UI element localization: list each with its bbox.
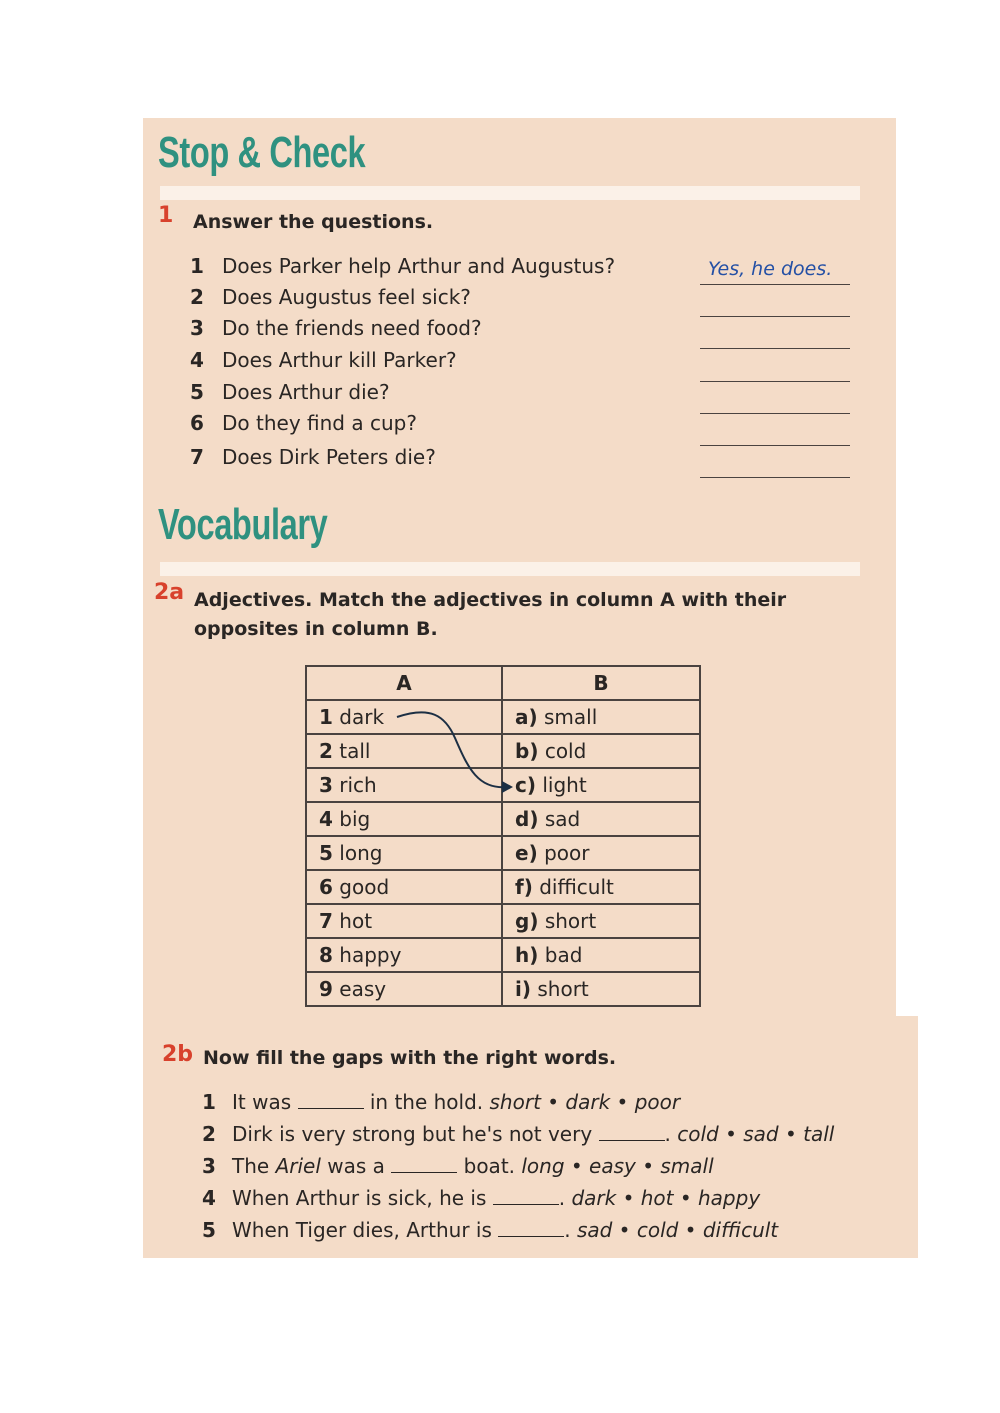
gap-fill-row: [202, 1122, 834, 1152]
sentence-middle: was a: [327, 1154, 385, 1178]
option-letter: d): [515, 807, 539, 831]
item-number: 3: [202, 1154, 216, 1178]
question-text: Does Dirk Peters die?: [222, 445, 436, 469]
sentence-end: boat.: [463, 1154, 516, 1178]
adjective-a: dark: [339, 705, 385, 729]
question-text: Does Arthur kill Parker?: [222, 348, 457, 372]
item-number: 5: [202, 1218, 216, 1242]
word-options: long • easy • small: [521, 1154, 714, 1178]
exercise-2b-instruction: Now fill the gaps with the right words.: [203, 1047, 617, 1069]
adjective-b: bad: [544, 943, 583, 967]
question-number: 4: [190, 348, 204, 372]
gap-fill-row: [202, 1154, 714, 1184]
row-number: 4: [319, 807, 333, 831]
sentence-end: .: [558, 1186, 566, 1210]
question-text: Does Arthur die?: [222, 380, 390, 404]
sentence-end: .: [564, 1218, 571, 1242]
vocabulary-heading: Vocabulary: [158, 500, 328, 549]
adjective-b: short: [537, 977, 589, 1001]
exercise-1-instruction: Answer the questions.: [193, 211, 434, 233]
question-number: 3: [190, 316, 204, 340]
word-options: short • dark • poor: [489, 1090, 681, 1114]
row-number: 8: [319, 943, 333, 967]
adjective-a: good: [339, 875, 390, 899]
option-letter: b): [515, 739, 539, 763]
adjective-a: happy: [339, 943, 402, 967]
row-number: 6: [319, 875, 333, 899]
option-letter: e): [515, 841, 538, 865]
question-number: 7: [190, 445, 204, 469]
column-a-header: A: [306, 666, 502, 700]
question-number: 5: [190, 380, 204, 404]
adjective-a: hot: [339, 909, 373, 933]
exercise-1-number: 1: [158, 203, 174, 228]
item-number: 4: [202, 1186, 216, 1210]
adjective-a: rich: [339, 773, 377, 797]
adjective-a: big: [339, 807, 371, 831]
question-number: 2: [190, 285, 204, 309]
adjective-b: small: [544, 705, 598, 729]
word-options: cold • sad • tall: [677, 1122, 835, 1146]
gap-blank[interactable]: [391, 1154, 457, 1173]
sentence-end: in the hold.: [369, 1090, 484, 1114]
gap-blank[interactable]: [599, 1122, 665, 1141]
exercise-2a-instruction-line1: Adjectives. Match the adjectives in column A with their: [194, 589, 787, 611]
answer-text: Yes, he does.: [708, 258, 833, 280]
option-letter: a): [515, 705, 538, 729]
exercise-2b-number: 2b: [162, 1042, 194, 1067]
row-number: 7: [319, 909, 333, 933]
gap-fill-row: [202, 1186, 760, 1216]
adjective-b: sad: [544, 807, 581, 831]
arrow-curve: [397, 712, 508, 787]
adjective-a: easy: [339, 977, 387, 1001]
gap-fill-row: [202, 1090, 680, 1120]
item-number: 2: [202, 1122, 216, 1146]
row-number: 1: [319, 705, 333, 729]
question-text: Does Augustus feel sick?: [222, 285, 471, 309]
gap-fill-row: [202, 1218, 778, 1248]
sentence-end: .: [664, 1122, 671, 1146]
option-letter: c): [515, 773, 536, 797]
option-letter: f): [515, 875, 533, 899]
adjective-b: poor: [544, 841, 590, 865]
question-text: Does Parker help Arthur and Augustus?: [222, 254, 616, 278]
gap-blank[interactable]: [498, 1218, 564, 1237]
option-letter: g): [515, 909, 539, 933]
sentence-start: When Arthur is sick, he is: [232, 1186, 487, 1210]
sentence-start: The: [232, 1154, 270, 1178]
option-letter: i): [515, 977, 531, 1001]
item-number: 1: [202, 1090, 216, 1114]
question-text: Do the friends need food?: [222, 316, 482, 340]
option-letter: h): [515, 943, 539, 967]
gap-blank[interactable]: [493, 1186, 559, 1205]
row-number: 3: [319, 773, 333, 797]
adjective-b: cold: [544, 739, 587, 763]
column-b-header: B: [502, 666, 700, 700]
adjective-a: tall: [339, 739, 371, 763]
gap-blank[interactable]: [298, 1090, 364, 1109]
sentence-start: It was: [232, 1090, 292, 1114]
question-number: 1: [190, 254, 204, 278]
adjective-a: long: [339, 841, 383, 865]
row-number: 9: [319, 977, 333, 1001]
sentence-start: Dirk is very strong but he's not very: [232, 1122, 593, 1146]
question-text: Do they find a cup?: [222, 411, 417, 435]
word-options: sad • cold • difficult: [576, 1218, 779, 1242]
exercise-2a-instruction-line2: opposites in column B.: [194, 618, 438, 640]
row-number: 2: [319, 739, 333, 763]
exercise-2a-number: 2a: [154, 580, 185, 605]
row-number: 5: [319, 841, 333, 865]
adjective-b: short: [544, 909, 597, 933]
boat-name: Ariel: [275, 1154, 321, 1178]
stop-and-check-heading: Stop & Check: [158, 128, 366, 177]
adjective-b: difficult: [539, 875, 614, 899]
adjective-b: light: [542, 773, 587, 797]
question-number: 6: [190, 411, 204, 435]
arrowhead-icon: [502, 781, 513, 793]
word-options: dark • hot • happy: [571, 1186, 761, 1210]
sentence-start: When Tiger dies, Arthur is: [232, 1218, 492, 1242]
